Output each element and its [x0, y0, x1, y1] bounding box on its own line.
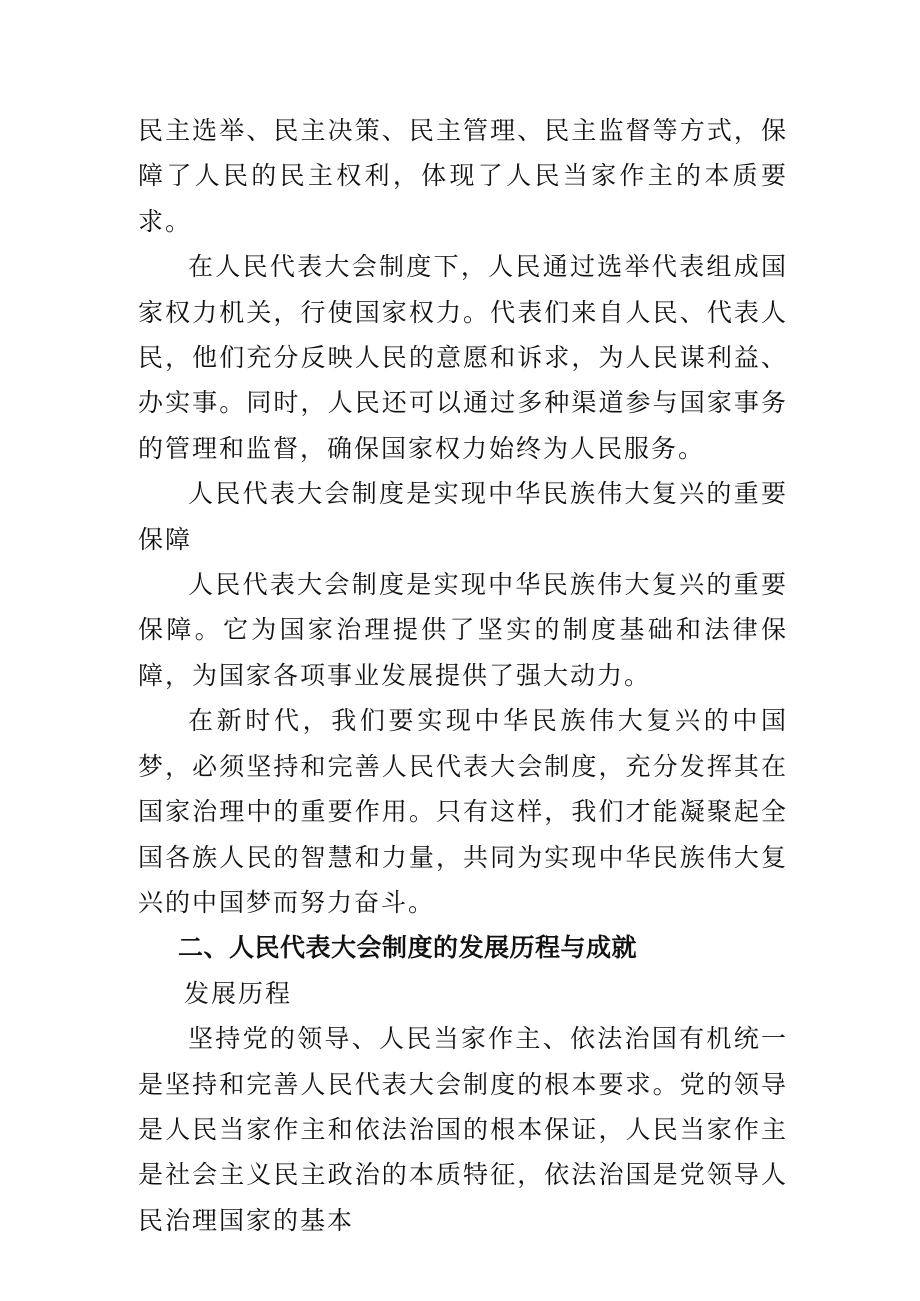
subsection-heading: 发展历程 — [184, 978, 293, 1008]
paragraph-npc-system: 在人民代表大会制度下，人民通过选举代表组成国家权力机关，行使国家权力。代表们来自人民、代表人民，他们充分反映人民的意愿和诉求，为人民谋利益、办实事。同时，人民还可以通过多种渠道参与国家事务的管理和监督，确保国家权力始终为人民服务。 — [138, 252, 788, 463]
paragraph-continuation: 民主选举、民主决策、民主管理、民主监督等方式，保障了人民的民主权利，体现了人民当家作主的本质要求。 — [138, 116, 788, 236]
paragraph-party-leadership: 坚持党的领导、人民当家作主、依法治国有机统一是坚持和完善人民代表大会制度的根本要求。党的领导是人民当家作主和依法治国的根本保证，人民当家作主是社会主义民主政治的本质特征，依法治国是党领导人民治理国家的基本 — [138, 1024, 788, 1235]
paragraph-subtitle-guarantee: 人民代表大会制度是实现中华民族伟大复兴的重要保障 — [138, 479, 788, 554]
paragraph-new-era: 在新时代，我们要实现中华民族伟大复兴的中国梦，必须坚持和完善人民代表大会制度，充分发挥其在国家治理中的重要作用。只有这样，我们才能凝聚起全国各族人民的智慧和力量，共同为实现中华民族伟大复兴的中国梦而努力奋斗。 — [138, 706, 788, 917]
section-heading: 二、人民代表大会制度的发展历程与成就 — [178, 933, 638, 963]
paragraph-guarantee: 人民代表大会制度是实现中华民族伟大复兴的重要保障。它为国家治理提供了坚实的制度基础和法律保障，为国家各项事业发展提供了强大动力。 — [138, 570, 788, 690]
document-body — [138, 108, 788, 1243]
